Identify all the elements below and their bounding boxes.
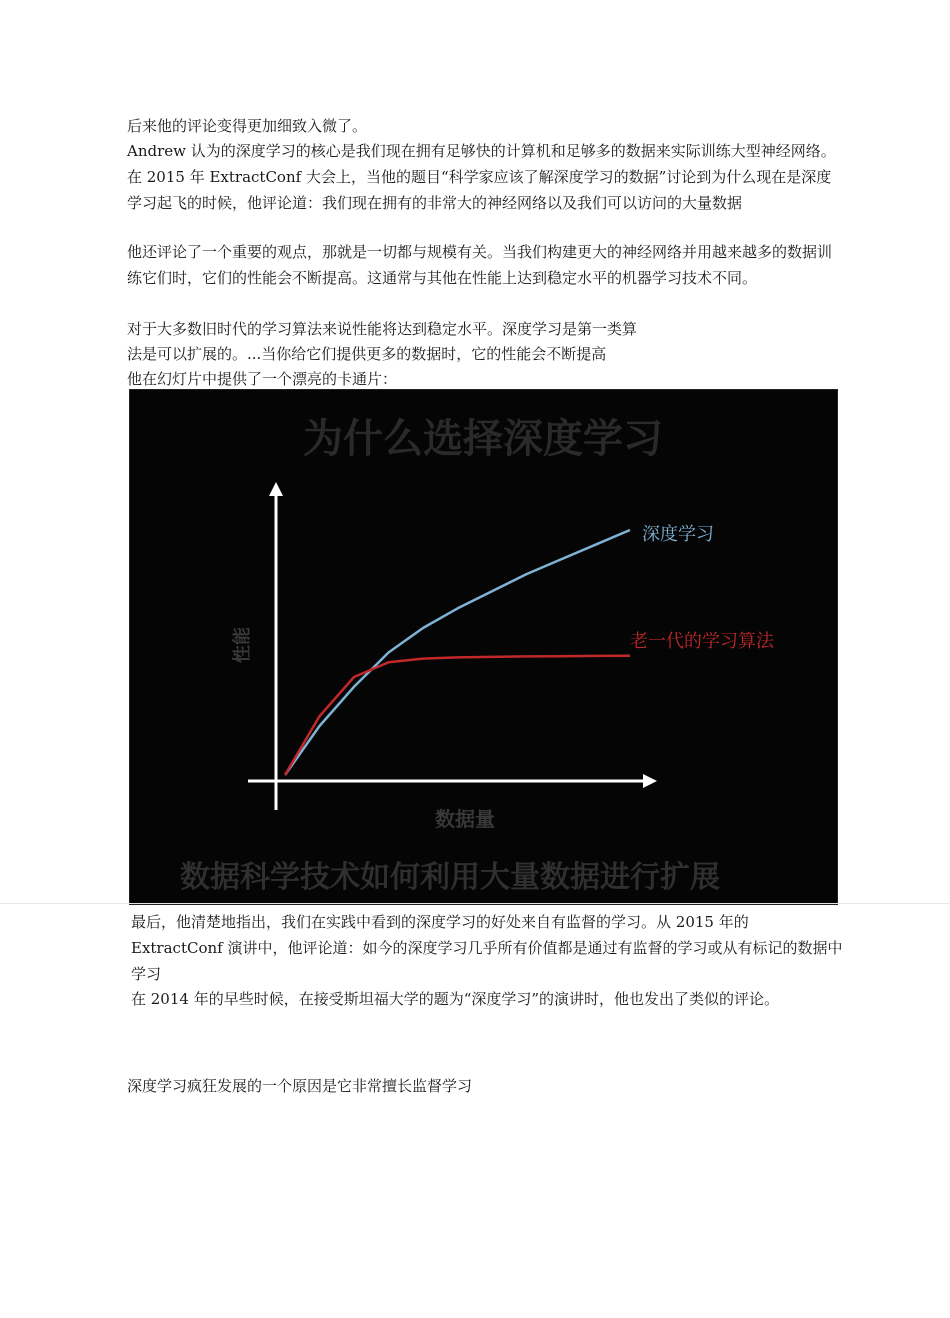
y-axis-label: 性能 [232, 627, 253, 663]
paragraph-stanford: 在 2014 年的早些时候，在接受斯坦福大学的题为“深度学习”的演讲时，他也发出了类似的评论。 [131, 990, 780, 1008]
series-layer [285, 530, 630, 775]
divider-line [0, 903, 950, 904]
x-axis-arrow [643, 774, 657, 788]
paragraph-old-algorithms-b: 法是可以扩展的。...当你给它们提供更多的数据时，它的性能会不断提高 [127, 345, 607, 363]
paragraph-intro: 后来他的评论变得更加细致入微了。 [127, 117, 368, 135]
slide-caption: 数据科学技术如何利用大量数据进行扩展 [180, 860, 720, 895]
x-axis-label: 数据量 [435, 807, 495, 831]
slide-chart [130, 390, 837, 904]
slide-image [129, 389, 838, 905]
paragraph-old-algorithms-a: 对于大多数旧时代的学习算法来说性能将达到稳定水平。深度学习是第一类算 [127, 320, 638, 338]
paragraph-scale: 他还评论了一个重要的观点，那就是一切都与规模有关。当我们构建更大的神经网络并用越来越多的数据训练它们时，它们的性能会不断提高。这通常与其他在性能上达到稳定水平的机器学习技术不同。 [127, 243, 833, 287]
series-line-old-algorithms [285, 656, 630, 775]
series-label-deep-learning: 深度学习 [642, 524, 714, 545]
paragraph-slide-intro: 他在幻灯片中提供了一个漂亮的卡通片： [127, 370, 398, 388]
paragraph-reason: 深度学习疯狂发展的一个原因是它非常擅长监督学习 [127, 1077, 473, 1095]
paragraph-andrew-core: Andrew 认为的深度学习的核心是我们现在拥有足够快的计算机和足够多的数据来实际训练大型神经网络。在 2015 年 ExtractConf 大会上，当他的题目“科学家应该了解深度学习的数据”讨论到为什么现在是深度学习起飞的时候，他评论道：我们现在拥有的非常大的神经网络以及我们可以访问的大量数据 [127, 142, 836, 212]
paragraph-supervised: 最后，他清楚地指出，我们在实践中看到的深度学习的好处来自有监督的学习。从 2015 年的 ExtractConf 演讲中，他评论道：如今的深度学习几乎所有价值都是通过有监督的学习或从有标记的数据中学习 [131, 913, 843, 983]
series-line-deep-learning [285, 530, 630, 775]
series-label-old-algorithms: 老一代的学习算法 [630, 631, 774, 652]
slide-title: 为什么选择深度学习 [303, 416, 663, 462]
y-axis-arrow [269, 482, 283, 496]
